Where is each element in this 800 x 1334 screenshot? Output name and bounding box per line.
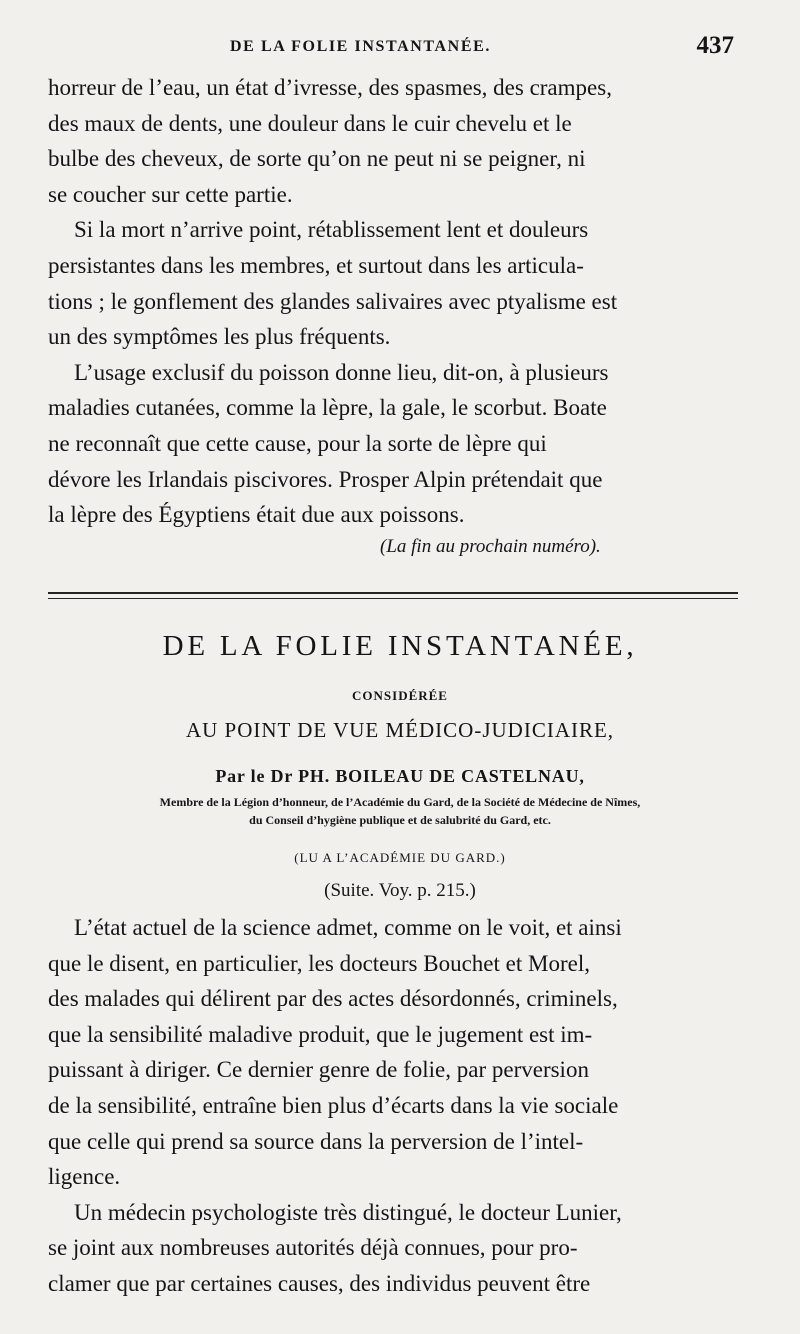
text-line: ne reconnaît que cette cause, pour la sorte de lèpre qui	[48, 430, 547, 456]
text-line: se coucher sur cette partie.	[48, 181, 293, 207]
page-header	[0, 32, 800, 64]
text-line: des malades qui délirent par des actes désordonnés, criminels,	[48, 986, 618, 1012]
text-line: maladies cutanées, comme la lèpre, la gale, le scorbut. Boate	[48, 395, 607, 421]
text-line: puissant à diriger. Ce dernier genre de folie, par perversion	[48, 1057, 589, 1083]
text-line: persistantes dans les membres, et surtout dans les articula-	[48, 252, 584, 278]
text-line: dévore les Irlandais piscivores. Prosper Alpin prétendait que	[48, 466, 603, 492]
article-subtitle: AU POINT DE VUE MÉDICO-JUDICIAIRE,	[185, 718, 615, 742]
text-line: la lèpre des Égyptiens était due aux poissons.	[48, 502, 465, 528]
section-divider-thin	[48, 598, 738, 599]
text-line: se joint aux nombreuses autorités déjà connues, pour pro-	[48, 1235, 578, 1261]
text-line: Si la mort n’arrive point, rétablissement lent et douleurs	[74, 217, 589, 243]
continuation-note: (Suite. Voy. p. 215.)	[324, 880, 476, 901]
author-affiliation: Membre de la Légion d’honneur, de l’Académie du Gard, de la Société de Médecine de Nîmes,	[159, 795, 641, 809]
text-line: tions ; le gonflement des glandes salivaires avec ptyalisme est	[48, 288, 618, 314]
text-line: L’état actuel de la science admet, comme on le voit, et ainsi	[74, 915, 622, 940]
text-line: horreur de l’eau, un état d’ivresse, des spasmes, des crampes,	[48, 75, 612, 100]
article-body	[48, 910, 753, 1302]
to-be-continued-note: (La fin au prochain numéro).	[380, 536, 601, 557]
text-line: clamer que par certaines causes, des individus peuvent être	[48, 1270, 591, 1296]
text-line: Un médecin psychologiste très distingué, le docteur Lunier,	[74, 1199, 622, 1225]
text-line: ligence.	[48, 1164, 121, 1190]
article-author: Par le Dr PH. BOILEAU DE CASTELNAU,	[215, 766, 585, 786]
text-line: bulbe des cheveux, de sorte qu’on ne peut ni se peigner, ni	[48, 146, 586, 172]
article-considered: CONSIDÉRÉE	[352, 688, 448, 703]
text-line: que la sensibilité maladive produit, que le jugement est im-	[48, 1021, 593, 1047]
author-affiliation-2: du Conseil d’hygiène publique et de salubrité du Gard, etc.	[249, 813, 551, 827]
text-line: que le disent, en particulier, les docteurs Bouchet et Morel,	[48, 950, 590, 976]
text-line: L’usage exclusif du poisson donne lieu, dit-on, à plusieurs	[74, 359, 609, 385]
section-divider	[48, 592, 738, 594]
text-line: de la sensibilité, entraîne bien plus d’écarts dans la vie sociale	[48, 1092, 619, 1118]
page-number: 437	[696, 32, 734, 59]
text-line: que celle qui prend sa source dans la perversion de l’intel-	[48, 1128, 584, 1154]
text-line: un des symptômes les plus fréquents.	[48, 324, 391, 350]
read-at-note: (LU A L’ACADÉMIE DU GARD.)	[294, 850, 506, 865]
running-title: DE LA FOLIE INSTANTANÉE.	[230, 38, 491, 55]
text-line: des maux de dents, une douleur dans le cuir chevelu et le	[48, 110, 572, 136]
top-text-block	[48, 70, 753, 533]
article-title: DE LA FOLIE INSTANTANÉE,	[162, 630, 638, 662]
